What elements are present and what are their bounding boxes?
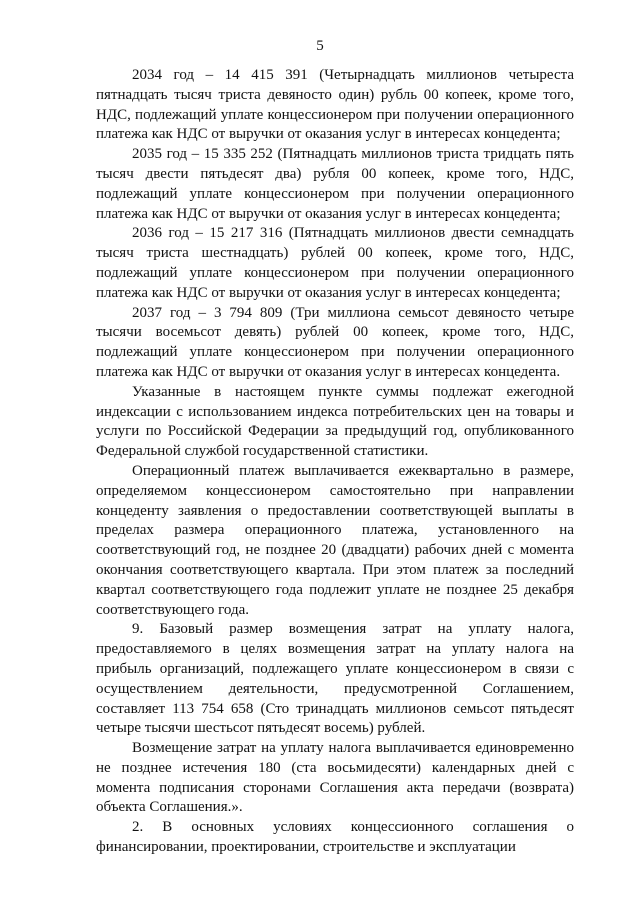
paragraph-indexation: Указанные в настоящем пункте суммы подлежат ежегодной индексации с использованием индекса потребительских цен на товары и услуги по Российской Федерации за предыдущий год, опубликованного Федеральной службой государственной статистики. — [96, 383, 574, 460]
paragraph-operational-payment: Операционный платеж выплачивается ежеквартально в размере, определяемом концессионером самостоятельно при направлении концеденту заявления о предоставлении соответствующей выплаты в пределах размера операционного платежа, установленного на соответствующий год, не позднее 20 (двадцати) рабочих дней с момента окончания соответствующего квартала. При этом платеж за последний квартал соответствующего года подлежит уплате не позднее 25 декабря соответствующего года. — [96, 462, 574, 618]
paragraph-tax-reimbursement-base: 9. Базовый размер возмещения затрат на уплату налога, предоставляемого в целях возмещения затрат на уплату налога на прибыль организаций, подлежащего уплате концессионером в связи с осуществлением деятельности, предусмотренной Соглашением, составляет 113 754 658 (Сто тринадцать миллионов семьсот пятьдесят четыре тысячи шестьсот пятьдесят восемь) рублей. — [96, 621, 574, 737]
paragraph-2036-payment: 2036 год – 15 217 316 (Пятнадцать миллионов двести семнадцать тысяч триста шестнадцать) рублей 00 копеек, кроме того, НДС, подлежащий уплате концессионером при получении операционного платежа как НДС от выручки от оказания услуг в интересах концедента; — [96, 225, 574, 301]
paragraph-2035-payment: 2035 год – 15 335 252 (Пятнадцать миллионов триста тридцать пять тысяч двести пятьдесят два) рубля 00 копеек, кроме того, НДС, подлежащий уплате концессионером при получении операционного платежа как НДС от выручки от оказания услуг в интересах концедента; — [96, 146, 574, 222]
page-number: 5 — [316, 38, 324, 54]
paragraph-section-2: 2. В основных условиях концессионного соглашения о финансировании, проектировании, строительстве и эксплуатации — [96, 819, 574, 856]
paragraph-2034-payment: 2034 год – 14 415 391 (Четырнадцать миллионов четыреста пятнадцать тысяч триста девяносто один) рубль 00 копеек, кроме того, НДС, подлежащий уплате концессионером при получении операционного платежа как НДС от выручки от оказания услуг в интересах концедента; — [96, 67, 574, 143]
document-body — [96, 66, 574, 858]
paragraph-2037-payment: 2037 год – 3 794 809 (Три миллиона семьсот девяносто четыре тысячи восемьсот девять) рублей 00 копеек, кроме того, НДС, подлежащий уплате концессионером при получении операционного платежа как НДС от выручки от оказания услуг в интересах концедента. — [96, 304, 574, 380]
paragraph-tax-reimbursement-timing: Возмещение затрат на уплату налога выплачивается единовременно не позднее истечения 180 (ста восьмидесяти) календарных дней с момента подписания сторонами Соглашения акта передачи (возврата) объекта Соглашения.». — [96, 740, 574, 816]
